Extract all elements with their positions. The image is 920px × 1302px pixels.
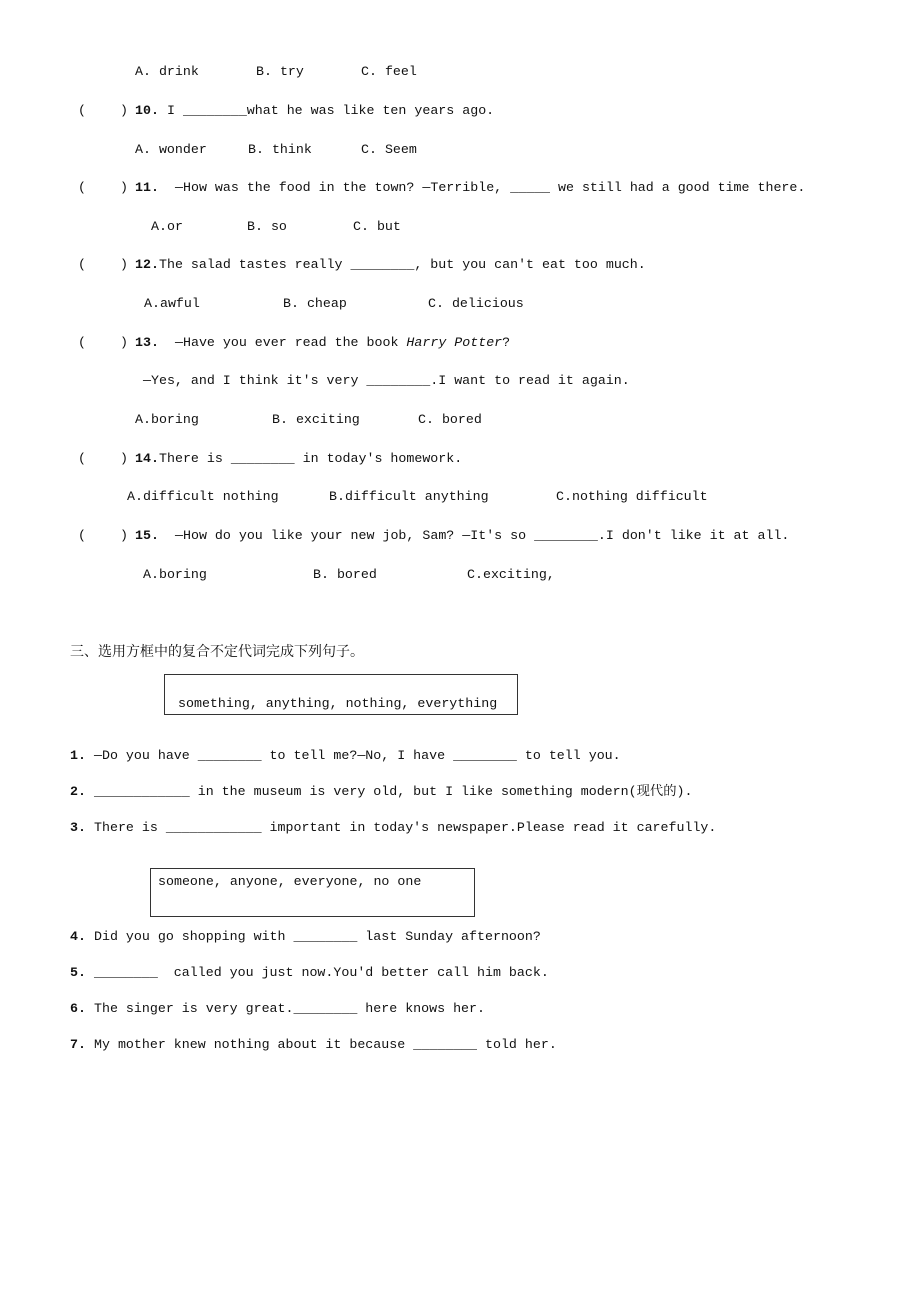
item-number: 7. xyxy=(70,1037,86,1052)
answer-paren-close: ) xyxy=(120,103,128,118)
answer-paren-close: ) xyxy=(120,528,128,543)
option-b: B. cheap xyxy=(283,296,347,311)
option-b: B. think xyxy=(248,142,312,157)
question-text: The salad tastes really ________, but you can't eat too much. xyxy=(159,257,646,272)
item-text: The singer is very great.________ here knows her. xyxy=(94,1001,485,1016)
item-text: Did you go shopping with ________ last Sunday afternoon? xyxy=(94,929,541,944)
option-a: A. wonder xyxy=(135,142,207,157)
option-b: B.difficult anything xyxy=(329,489,489,504)
item-number: 6. xyxy=(70,1001,86,1016)
item-text: My mother knew nothing about it because ________ told her. xyxy=(94,1037,557,1052)
answer-paren-close: ) xyxy=(120,180,128,195)
item-text: ____________ in the museum is very old, but I like something modern(现代的). xyxy=(94,784,693,799)
answer-paren-open: ( xyxy=(78,335,86,350)
option-a: A.difficult nothing xyxy=(127,489,279,504)
question-text: There is ________ in today's homework. xyxy=(159,451,463,466)
item-number: 5. xyxy=(70,965,86,980)
option-c: C. but xyxy=(353,219,401,234)
answer-paren-open: ( xyxy=(78,103,86,118)
option-a: A.or xyxy=(151,219,183,234)
word-box-text: something, anything, nothing, everything xyxy=(178,696,498,711)
question-number: 13. xyxy=(135,335,159,350)
option-b: B. try xyxy=(256,64,304,79)
section-title: 三、选用方框中的复合不定代词完成下列句子。 xyxy=(70,644,364,660)
option-c: C.nothing difficult xyxy=(556,489,708,504)
answer-paren-open: ( xyxy=(78,528,86,543)
option-b: B. so xyxy=(247,219,287,234)
word-box-people xyxy=(150,868,475,917)
option-c: C. Seem xyxy=(361,142,417,157)
answer-paren-open: ( xyxy=(78,257,86,272)
option-a: A.awful xyxy=(144,296,200,311)
item-text: —Do you have ________ to tell me?—No, I have ________ to tell you. xyxy=(94,748,621,763)
word-box-text: someone, anyone, everyone, no one xyxy=(158,874,422,889)
question-number: 11. xyxy=(135,180,159,195)
book-title: Harry Potter xyxy=(406,335,503,350)
option-b: B. bored xyxy=(313,567,377,582)
question-text-before: —Have you ever read the book xyxy=(175,335,407,350)
question-text-after: ? xyxy=(502,335,511,350)
question-text: —How do you like your new job, Sam? —It's so ________.I don't like it at all. xyxy=(175,528,790,543)
item-number: 1. xyxy=(70,748,86,763)
question-number: 10. xyxy=(135,103,159,118)
answer-paren-close: ) xyxy=(120,451,128,466)
item-number: 3. xyxy=(70,820,86,835)
question-number: 12. xyxy=(135,257,159,272)
answer-paren-close: ) xyxy=(120,335,128,350)
option-c: C. delicious xyxy=(428,296,524,311)
question-number: 15. xyxy=(135,528,159,543)
answer-paren-close: ) xyxy=(120,257,128,272)
answer-paren-open: ( xyxy=(78,180,86,195)
option-a: A.boring xyxy=(143,567,207,582)
item-number: 2. xyxy=(70,784,86,799)
option-a: A. drink xyxy=(135,64,199,79)
word-box-things xyxy=(164,674,518,715)
question-text: —How was the food in the town? —Terrible, _____ we still had a good time there. xyxy=(175,180,806,195)
question-text xyxy=(175,335,510,351)
option-a: A.boring xyxy=(135,412,199,427)
item-text: ________ called you just now.You'd better call him back. xyxy=(94,965,549,980)
item-text: There is ____________ important in today's newspaper.Please read it carefully. xyxy=(94,820,717,835)
option-c: C. feel xyxy=(361,64,417,79)
question-number: 14. xyxy=(135,451,159,466)
question-text: I ________what he was like ten years ago. xyxy=(167,103,495,118)
question-text-line2: —Yes, and I think it's very ________.I want to read it again. xyxy=(143,373,630,388)
option-c: C.exciting, xyxy=(467,567,555,582)
item-number: 4. xyxy=(70,929,86,944)
answer-paren-open: ( xyxy=(78,451,86,466)
option-b: B. exciting xyxy=(272,412,360,427)
option-c: C. bored xyxy=(418,412,482,427)
